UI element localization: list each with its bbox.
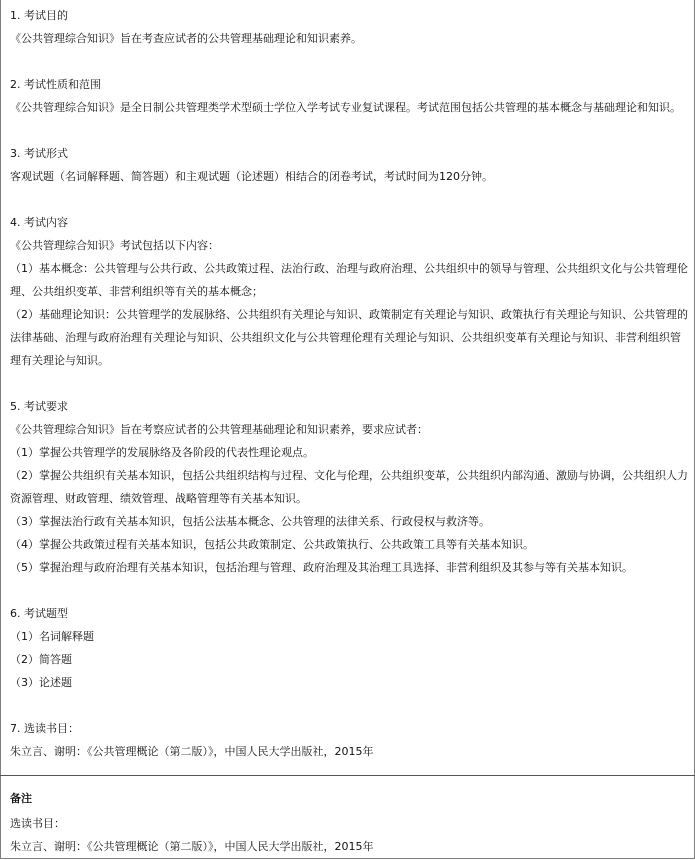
remark-title: 备注	[10, 792, 32, 805]
section-text: （5）掌握治理与政府治理有关基本知识，包括治理与管理、政府治理及其治理工具选择、非营利组织及其参与等有关基本知识。	[10, 561, 633, 574]
section-text: （1）基本概念：公共管理与公共行政、公共政策过程、法治行政、治理与政府治理、公共组织中的领导与管理、公共组织文化与公共管理伦理、公共组织变革、非营利组织等有关的基本概念；	[10, 262, 688, 298]
remark-block	[10, 786, 688, 858]
section-exam-requirements	[10, 395, 688, 579]
section-question-types	[10, 602, 688, 694]
section-divider	[0, 775, 695, 776]
section-text: 《公共管理综合知识》旨在考察应试者的公共管理基础理论和知识素养，要求应试者：	[10, 423, 428, 436]
section-text: （2）简答题	[10, 653, 72, 666]
section-text: （2）掌握公共组织有关基本知识，包括公共组织结构与过程、文化与伦理，公共组织变革，公共组织内部沟通、激励与协调，公共组织人力资源管理、财政管理、绩效管理、战略管理等有关基本知识。	[10, 469, 688, 505]
section-exam-format	[10, 142, 688, 188]
section-text: 朱立言、谢明：《公共管理概论（第二版）》，中国人民大学出版社，2015年	[10, 745, 374, 758]
section-text: 《公共管理综合知识》旨在考查应试者的公共管理基础理论和知识素养。	[10, 32, 362, 45]
section-exam-purpose	[10, 4, 688, 50]
section-text: （1）名词解释题	[10, 630, 94, 643]
section-text: （1）掌握公共管理学的发展脉络及各阶段的代表性理论观点。	[10, 446, 314, 459]
section-heading: 4. 考试内容	[10, 216, 68, 229]
remark-book: 朱立言、谢明：《公共管理概论（第二版）》，中国人民大学出版社，2015年	[10, 840, 374, 853]
section-heading: 1. 考试目的	[10, 9, 68, 22]
section-exam-nature-scope	[10, 73, 688, 119]
section-text: 《公共管理综合知识》考试包括以下内容：	[10, 239, 219, 252]
section-heading: 7. 选读书目：	[10, 722, 79, 735]
section-text: （3）论述题	[10, 676, 72, 689]
section-text: （4）掌握公共政策过程有关基本知识，包括公共政策制定、公共政策执行、公共政策工具等有关基本知识。	[10, 538, 534, 551]
section-heading: 5. 考试要求	[10, 400, 68, 413]
section-text: （2）基础理论知识：公共管理学的发展脉络、公共组织有关理论与知识、政策制定有关理论与知识、政策执行有关理论与知识、公共管理的法律基础、治理与政府治理有关理论与知识、公共组织文化与公共管理伦理有关理论与知识、公共组织变革有关理论与知识、非营利组织管理有关理论与知识。	[10, 308, 688, 367]
section-text: （3）掌握法治行政有关基本知识，包括公法基本概念、公共管理的法律关系、行政侵权与救济等。	[10, 515, 490, 528]
syllabus-body	[10, 4, 688, 763]
section-heading: 6. 考试题型	[10, 607, 68, 620]
section-exam-content	[10, 211, 688, 372]
section-reading-list	[10, 717, 688, 763]
section-heading: 2. 考试性质和范围	[10, 78, 101, 91]
section-heading: 3. 考试形式	[10, 147, 68, 160]
remark-label: 选读书目：	[10, 817, 65, 830]
section-text: 客观试题（名词解释题、简答题）和主观试题（论述题）相结合的闭卷考试，考试时间为120分钟。	[10, 170, 493, 183]
section-text: 《公共管理综合知识》是全日制公共管理类学术型硕士学位入学考试专业复试课程。考试范围包括公共管理的基本概念与基础理论和知识。	[10, 101, 681, 114]
